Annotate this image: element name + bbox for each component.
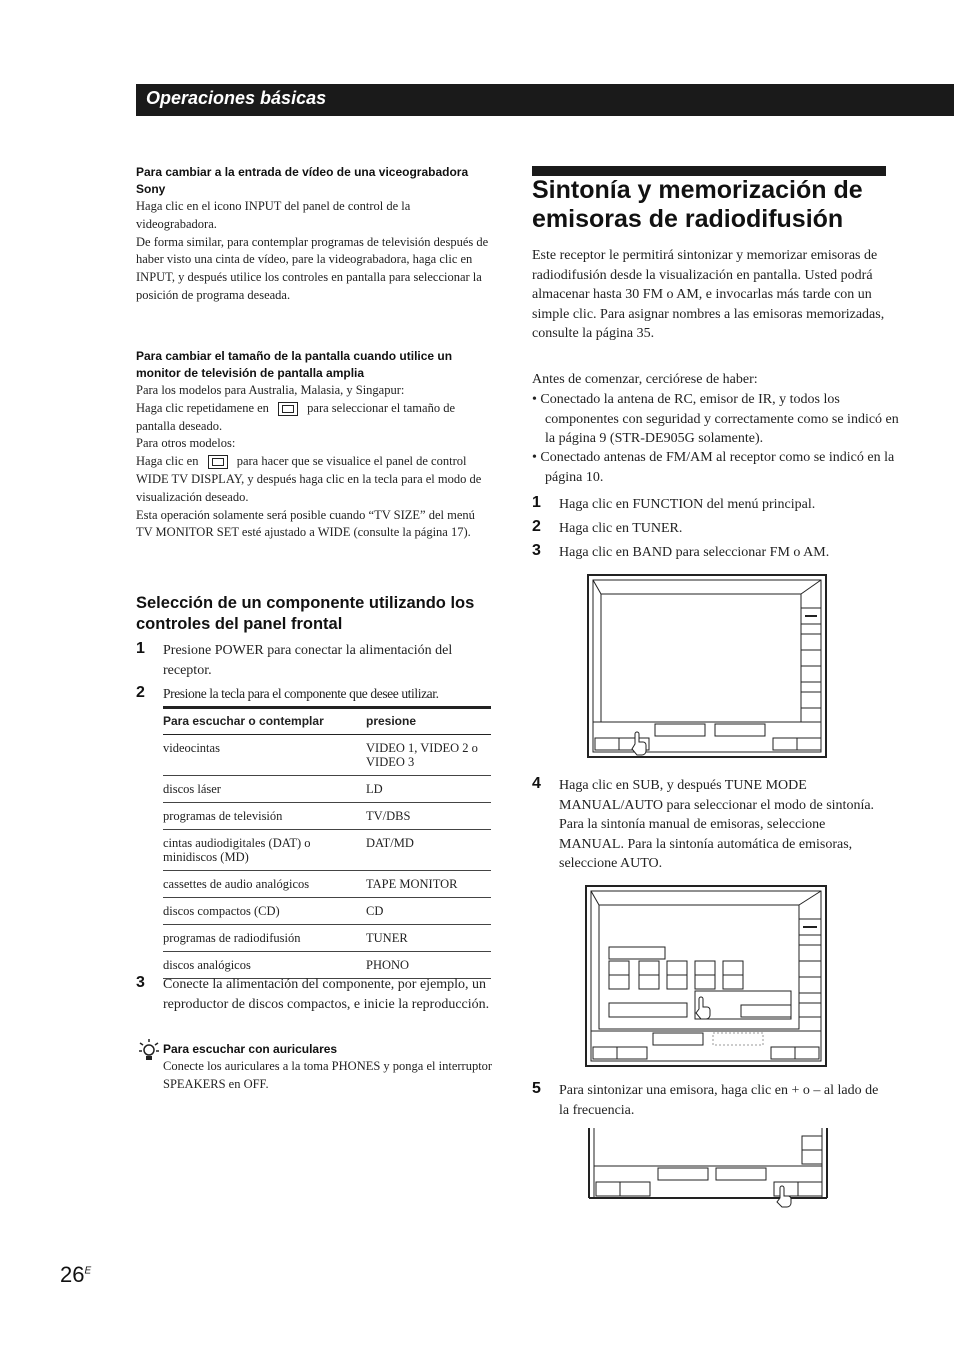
page-number-value: 26	[60, 1262, 85, 1287]
fp-step3-text: Conecte la alimentación del componente, por ejemplo, un reproductor de discos compactos, e inicie la reproducción.	[163, 977, 490, 1012]
table-cell: programas de radiodifusión	[163, 925, 366, 952]
step2-num: 2	[532, 518, 541, 535]
tuning-title: Sintonía y memorización de emisoras de radiodifusión	[532, 176, 863, 233]
table-row	[163, 735, 491, 776]
table-cell: DAT/MD	[366, 830, 491, 871]
fp-step2-num: 2	[136, 684, 145, 701]
table-cell: programas de televisión	[163, 803, 366, 830]
table-cell: LD	[366, 776, 491, 803]
table-cell: TAPE MONITOR	[366, 871, 491, 898]
wide-tv-display-icon	[208, 455, 228, 469]
tuning-before: Antes de comenzar, cerciórese de haber:	[532, 372, 758, 387]
input-switch-p2: De forma similar, para contemplar programas de televisión después de haber visto una cinta de vídeo, pare la videograbadora, haga clic en INPUT, y después utilice los controles en pantalla para seleccionar la posición de programa deseada.	[136, 234, 489, 302]
component-table	[163, 706, 491, 979]
table-cell: discos compactos (CD)	[163, 898, 366, 925]
table-row	[163, 776, 491, 803]
screen-size-l2	[136, 400, 491, 436]
screen-size-l2b: para seleccionar el tamaño de pantalla deseado.	[136, 400, 456, 433]
screen-size-l2a: Haga clic repetidamene en	[136, 400, 269, 415]
front-panel-section-title: Selección de un componente utilizando los controles del panel frontal	[136, 594, 475, 633]
tuning-intro: Este receptor le permitirá sintonizar y memorizar emisoras de radiodifusión desde la visualización en pantalla. Usted podrá almacenar hasta 30 FM o AM, e invocarlas más tarde con un simple clic. Para asignar nombres a las emisoras memorizadas, consulte la página 35.	[532, 248, 885, 341]
screen-size-l4	[136, 453, 491, 506]
screen-size-l4a: Haga clic en	[136, 454, 199, 469]
input-switch-p1: Haga clic en el icono INPUT del panel de control de la videograbadora.	[136, 199, 411, 231]
table-row	[163, 830, 491, 871]
table-row	[163, 925, 491, 952]
input-switch-heading: Para cambiar a la entrada de vídeo de una viceograbadora Sony	[136, 165, 469, 196]
screen-size-l3: Para otros modelos:	[136, 436, 236, 451]
table-cell: discos láser	[163, 776, 366, 803]
table-header-press: presione	[366, 708, 491, 735]
table-row	[163, 803, 491, 830]
table-header-row	[163, 708, 491, 735]
fp-step3-num: 3	[136, 974, 145, 991]
table-cell: VIDEO 1, VIDEO 2 o VIDEO 3	[366, 735, 491, 776]
bullet-item-1: • Conectado la antena de RC, emisor de IR, y todos los componentes con seguridad y correctamente como se indicó en la página 9 (STR-DE905G solamente).	[532, 392, 899, 446]
page-number-suffix: E	[84, 1265, 92, 1277]
fp-step1-num: 1	[136, 640, 145, 657]
lightbulb-icon	[138, 1038, 160, 1062]
step3-num: 3	[532, 542, 541, 559]
header-title: Operaciones básicas	[146, 88, 327, 108]
step1-text: Haga clic en FUNCTION del menú principal.	[559, 497, 816, 512]
step2-text: Haga clic en TUNER.	[559, 521, 683, 536]
screen-size-l5: Esta operación solamente será posible cuando “TV SIZE” del menú TV MONITOR SET esté ajustado a WIDE (consulte la página 17).	[136, 507, 475, 540]
screen-size-l4b: para hacer que se visualice el panel de control WIDE TV DISPLAY, y después haga clic en la tecla para el modo de visualización deseado.	[136, 454, 482, 504]
table-row	[163, 871, 491, 898]
table-cell: cassettes de audio analógicos	[163, 871, 366, 898]
table-row	[163, 898, 491, 925]
step3-text: Haga clic en BAND para seleccionar FM o AM.	[559, 545, 830, 560]
table-cell: CD	[366, 898, 491, 925]
title-rule	[532, 166, 886, 176]
fp-step1-text: Presione POWER para conectar la alimentación del receptor.	[163, 643, 453, 678]
table-cell: TV/DBS	[366, 803, 491, 830]
table-cell: discos analógicos	[163, 952, 366, 979]
table-cell: TUNER	[366, 925, 491, 952]
table-cell: PHONO	[366, 952, 491, 979]
bullet-item-2: • Conectado antenas de FM/AM al receptor como se indicó en la página 10.	[532, 450, 895, 485]
fp-step2-text: Presione la tecla para el componente que desee utilizar.	[163, 686, 439, 701]
table-cell: videocintas	[163, 735, 366, 776]
table-header-listen: Para escuchar o contemplar	[163, 708, 366, 735]
screen-size-heading: Para cambiar el tamaño de la pantalla cuando utilice un monitor de televisión de pantalla amplia	[136, 349, 453, 380]
table-cell: cintas audiodigitales (DAT) o minidiscos (MD)	[163, 830, 366, 871]
screen-size-block	[136, 348, 491, 542]
screen-illustration-1	[587, 574, 827, 758]
step1-num: 1	[532, 494, 541, 511]
wide-tv-icon	[278, 402, 298, 416]
screen-size-l1: Para los modelos para Australia, Malasia, y Singapur:	[136, 383, 405, 397]
tip-text: Conecte los auriculares a la toma PHONES y ponga el interruptor SPEAKERS en OFF.	[163, 1059, 493, 1091]
step4-text: Haga clic en SUB, y después TUNE MODE MANUAL/AUTO para seleccionar el modo de sintonía. Para la sintonía manual de emisoras, seleccione MANUAL. Para la sintonía automática de emisoras, seleccione AUTO.	[559, 778, 875, 871]
screen-illustration-3	[588, 1128, 830, 1210]
step5-num: 5	[532, 1080, 541, 1097]
screen-illustration-2	[585, 885, 827, 1067]
tip-heading: Para escuchar con auriculares	[163, 1042, 338, 1056]
step5-text: Para sintonizar una emisora, haga clic en + o – al lado de la frecuencia.	[559, 1083, 879, 1118]
input-switch-block	[136, 164, 491, 305]
page-number	[60, 1262, 91, 1288]
step4-num: 4	[532, 775, 541, 792]
